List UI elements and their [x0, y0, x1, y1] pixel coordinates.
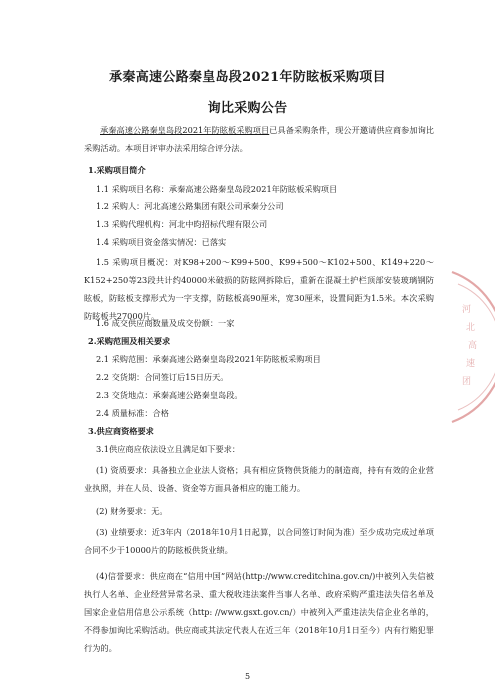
official-seal-stamp	[444, 262, 495, 432]
svg-text:团: 团	[462, 377, 472, 387]
requirement-credit: (4)信誉要求：供应商在“信用中国”网站(http://www.creditchina.gov.cn/)中被列入失信被执行人名单、企业经营异常名录、重大税收违法案件当事人名单、政府采购严重违法失信名单及国家企业信用信息公示系统（http: //www.gsxt.gov.cn/）中被列入严重违法失信企业名单的，不得参加询比采购活动。供应商或其法定代表人在近三年（2018年10月1日至今）内有行贿犯罪行为的。	[84, 571, 434, 653]
item-1-1: 1.1 采购项目名称：承秦高速公路秦皇岛段2021年防眩板采购项目	[96, 184, 338, 194]
requirement-qualification: (1) 资质要求：具备独立企业法人资格；具有相应货物供货能力的制造商，持有有效的企业营业执照，并在人员、设备、资金等方面具备相应的施工能力。	[84, 465, 434, 493]
item-1-4: 1.4 采购项目资金落实情况：已落实	[96, 237, 227, 247]
page-number: 5	[244, 672, 251, 681]
intro-text: 已具备采购条件，现公开邀请供应商参加询比采购活动。本项目评审办法采用综合评分法。	[84, 125, 434, 153]
item-1-5: 1.5 采购项目概况：对K98+200～K99+500、K99+500～K102+500、K149+220～K152+250等23段共计约40000米破损的防眩网拆除后，重新在混凝土护栏顶部安装玻璃钢防眩板，防眩板支撑形式为一字支撑，防眩板高90厘米，宽30厘米，设置间距为1.5米。本次采购防眩板共27000片。	[84, 257, 434, 321]
svg-text:河: 河	[462, 305, 472, 315]
section-2-heading: 2.采购范围及相关要求	[88, 336, 171, 346]
item-2-4: 2.4 质量标准：合格	[96, 408, 169, 418]
intro-paragraph	[84, 121, 434, 157]
item-1-6: 1.6 成交供应商数量及成交份额：一家	[96, 318, 235, 328]
item-3-1: 3.1供应商应依法设立且满足如下要求：	[96, 444, 241, 454]
item-2-2: 2.2 交货期：合同签订后15日历天。	[96, 372, 229, 382]
svg-text:速: 速	[466, 359, 476, 369]
svg-text:北: 北	[466, 323, 476, 333]
section-3-heading: 3.供应商资格要求	[88, 426, 154, 436]
item-2-3: 2.3 交货地点：承秦高速公路秦皇岛段。	[96, 390, 243, 400]
section-1-heading: 1.采购项目简介	[88, 165, 146, 175]
item-2-1: 2.1 采购范围：承秦高速公路秦皇岛段2021年防眩板采购项目	[96, 354, 321, 364]
requirement-performance: (3) 业绩要求：近3年内（2018年10月1日起算，以合同签订时间为准）至少成功完成过单项合同不少于10000片的防眩板供货业绩。	[84, 527, 434, 555]
svg-text:高: 高	[468, 341, 478, 351]
item-1-3: 1.3 采购代理机构：河北中昀招标代理有限公司	[96, 219, 268, 229]
item-1-2: 1.2 采购人：河北高速公路集团有限公司承秦分公司	[96, 201, 284, 211]
announcement-subtitle: 询比采购公告	[207, 101, 288, 116]
document-title: 承秦高速公路秦皇岛段2021年防眩板采购项目	[109, 70, 386, 85]
intro-project-name: 承秦高速公路秦皇岛段2021年防眩板采购项目	[100, 125, 270, 135]
requirement-finance: (2) 财务要求：无。	[96, 506, 168, 516]
